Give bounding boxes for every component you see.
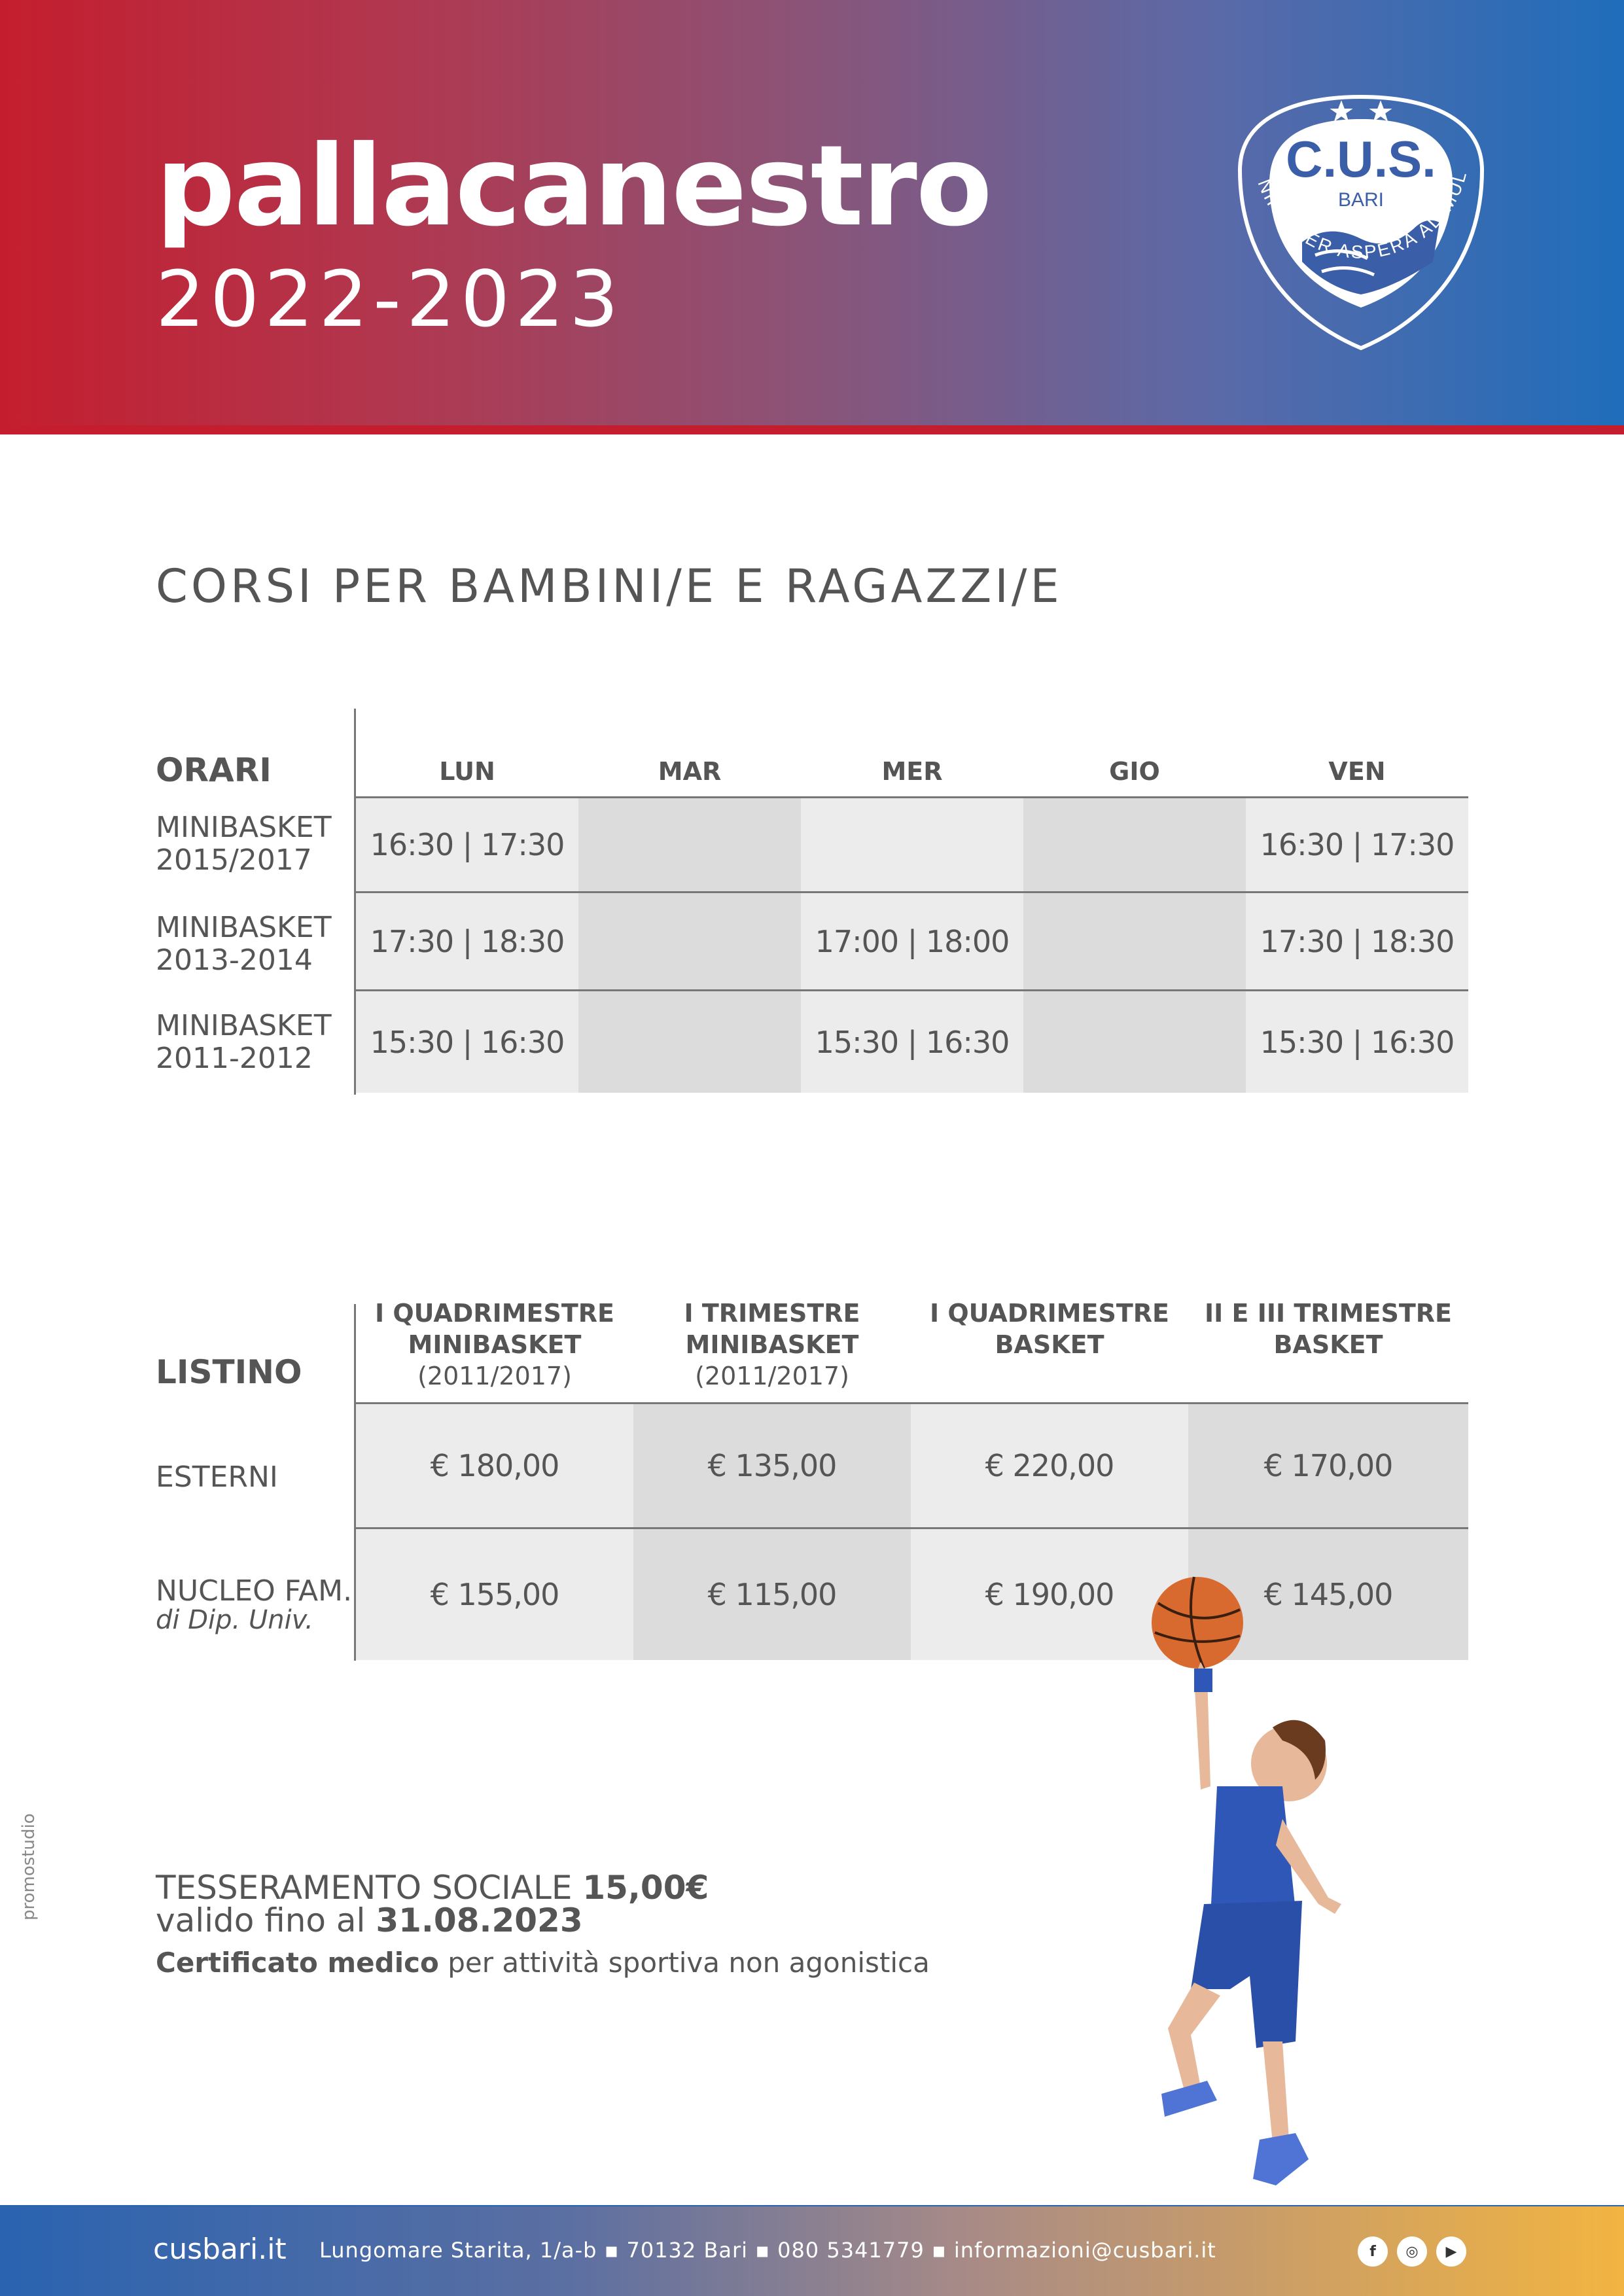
schedule-row-label <box>156 1010 332 1075</box>
price-column-header <box>1188 1298 1468 1360</box>
column-header-line1: I QUADRIMESTRE <box>930 1299 1169 1328</box>
price-cell: € 170,00 <box>1188 1404 1468 1527</box>
schedule-cell <box>1023 893 1246 989</box>
contact-info: Lungomare Starita, 1/a-b ▪ 70132 Bari ▪ 080 5341779 ▪ informazioni@cusbari.it <box>319 2238 1216 2263</box>
courses-heading: CORSI PER BAMBINI/E E RAGAZZI/E <box>156 559 1063 613</box>
column-header-line2: MINIBASKET <box>408 1330 582 1359</box>
price-column-header <box>356 1298 633 1392</box>
membership-fee-label: TESSERAMENTO SOCIALE <box>156 1869 583 1907</box>
price-row-label: ESTERNI <box>156 1460 278 1494</box>
price-cell: € 155,00 <box>356 1529 633 1660</box>
medical-certificate-label: Certificato medico <box>156 1947 439 1979</box>
membership-validity <box>156 1901 709 1939</box>
row-label-line2: 2011-2012 <box>156 1042 313 1075</box>
page-title: pallacanestro <box>156 122 991 251</box>
membership-validity-label: valido fino al <box>156 1901 376 1939</box>
medical-certificate-text: per attività sportiva non agonistica <box>438 1947 930 1979</box>
schedule-cell: 16:30 | 17:30 <box>356 798 578 891</box>
medical-certificate-note <box>156 1947 930 1979</box>
day-header-gio: GIO <box>1109 757 1160 786</box>
price-cell: € 115,00 <box>633 1529 911 1660</box>
price-cell: € 135,00 <box>633 1404 911 1527</box>
column-header-line1: I TRIMESTRE <box>684 1299 860 1328</box>
day-header-mer: MER <box>881 757 943 786</box>
schedule-cell: 17:30 | 18:30 <box>1246 893 1468 989</box>
day-header-ven: VEN <box>1328 757 1386 786</box>
youtube-icon[interactable]: ▶ <box>1436 2236 1466 2267</box>
schedule-cell: 17:30 | 18:30 <box>356 893 578 989</box>
membership-info <box>156 1871 709 1937</box>
price-cell: € 145,00 <box>1188 1529 1468 1660</box>
row-label-line2: 2013-2014 <box>156 944 313 977</box>
membership-fee-amount: 15,00€ <box>582 1869 709 1907</box>
row-label-line2: 2015/2017 <box>156 843 312 877</box>
day-header-mar: MAR <box>658 757 722 786</box>
row-label-line1: MINIBASKET <box>156 911 332 944</box>
column-header-line1: II E III TRIMESTRE <box>1205 1299 1452 1328</box>
row-label-line1: NUCLEO FAM. <box>156 1574 353 1608</box>
schedule-cell <box>1023 798 1246 891</box>
schedule-row-label <box>156 811 332 877</box>
price-row-label <box>156 1574 353 1635</box>
column-header-line2: MINIBASKET <box>685 1330 859 1359</box>
schedule-cell: 15:30 | 16:30 <box>356 991 578 1093</box>
membership-fee <box>156 1869 709 1907</box>
schedule-cell <box>1023 991 1246 1093</box>
price-cell: € 190,00 <box>911 1529 1188 1660</box>
column-header-line1: I QUADRIMESTRE <box>375 1299 614 1328</box>
promostudio-credit: promostudio <box>19 1813 39 1920</box>
schedule-row-label <box>156 911 332 977</box>
website-link[interactable]: cusbari.it <box>153 2233 287 2266</box>
pricing-title: LISTINO <box>156 1353 302 1391</box>
logo-city: BARI <box>1337 189 1385 211</box>
basketball-player-image <box>1086 1570 1394 2212</box>
schedule-cell: 17:00 | 18:00 <box>801 893 1023 989</box>
schedule-cell <box>578 893 801 989</box>
schedule-cell: 15:30 | 16:30 <box>801 991 1023 1093</box>
price-column-header <box>633 1298 911 1392</box>
schedule-title: ORARI <box>156 751 272 789</box>
column-header-line2: BASKET <box>1273 1330 1383 1359</box>
schedule-cell <box>578 991 801 1093</box>
schedule-cell: 15:30 | 16:30 <box>1246 991 1468 1093</box>
row-label-line1: MINIBASKET <box>156 1009 332 1042</box>
header-divider <box>0 425 1624 434</box>
schedule-cell <box>801 798 1023 891</box>
logo-motto: NIHIL PER ASPERA AD MUL <box>1254 169 1471 262</box>
day-header-lun: LUN <box>439 757 495 786</box>
price-cell: € 180,00 <box>356 1404 633 1527</box>
logo-name: C.U.S. <box>1286 130 1436 188</box>
column-header-line3: (2011/2017) <box>695 1362 849 1390</box>
season-label: 2022-2023 <box>156 254 624 344</box>
instagram-icon[interactable]: ◎ <box>1397 2236 1427 2267</box>
facebook-icon[interactable]: f <box>1358 2236 1388 2267</box>
price-cell: € 220,00 <box>911 1404 1188 1527</box>
price-column-header <box>911 1298 1188 1360</box>
membership-validity-date: 31.08.2023 <box>376 1901 583 1939</box>
schedule-cell: 16:30 | 17:30 <box>1246 798 1468 891</box>
row-label-line1: MINIBASKET <box>156 811 332 844</box>
column-header-line3: (2011/2017) <box>417 1362 572 1390</box>
cus-bari-logo <box>1230 92 1492 353</box>
row-label-line2: di Dip. Univ. <box>156 1605 313 1635</box>
column-header-line2: BASKET <box>995 1330 1104 1359</box>
schedule-cell <box>578 798 801 891</box>
